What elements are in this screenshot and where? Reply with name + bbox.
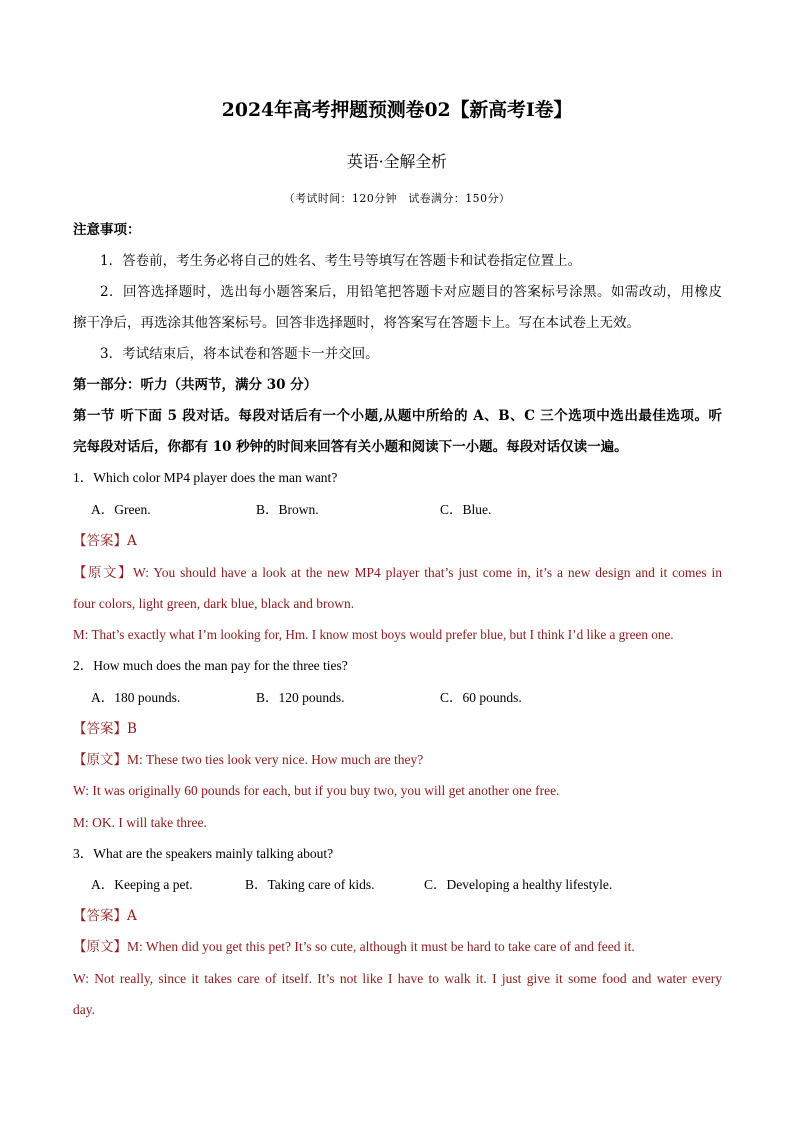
question-1-option-a: A．Green.: [91, 502, 151, 517]
question-3-answer: 【答案】A: [73, 908, 137, 924]
section1-instructions-line2: 完每段对话后，你都有 10 秒钟的时间来回答有关小题和阅读下一小题。每段对话仅读一遍。: [73, 439, 628, 455]
part1-heading: 第一部分：听力（共两节，满分 30 分）: [73, 377, 318, 393]
exam-time-note: （考试时间：120分钟 试卷满分：150分）: [283, 192, 511, 205]
question-2-option-c: C．60 pounds.: [440, 690, 522, 705]
question-1-options: [73, 500, 722, 520]
question-2-options: [73, 688, 722, 708]
section1-instructions-line1: 第一节 听下面 5 段对话。每段对话后有一个小题,从题中所给的 A、B、C 三个选项中选出最佳选项。听: [73, 408, 722, 424]
question-3-options: [73, 875, 722, 895]
note-item-2: 2．回答选择题时，选出每小题答案后，用铅笔把答题卡对应题目的答案标号涂黑。如需改动，用橡皮: [100, 284, 722, 300]
question-3-option-c: C．Developing a healthy lifestyle.: [424, 877, 613, 892]
transcript-text: M: When did you get this pet? It’s so cute, although it must be hard to take care of and feed it.: [127, 939, 635, 954]
question-2-transcript-line2: W: It was originally 60 pounds for each, but if you buy two, you will get another one free.: [73, 783, 560, 798]
question-1-transcript-line2: four colors, light green, dark blue, black and brown.: [73, 596, 355, 611]
subject-subtitle: 英语·全解全析: [346, 152, 447, 171]
question-1-option-c: C．Blue.: [440, 502, 492, 517]
question-1-transcript-line1: [73, 563, 722, 583]
question-2-transcript-line3: M: OK. I will take three.: [73, 815, 207, 830]
question-1-transcript-line3: M: That’s exactly what I’m looking for, Hm. I know most boys would prefer blue, but I think I’d like a green one.: [73, 627, 674, 642]
question-1-answer: 【答案】A: [73, 533, 137, 549]
transcript-label: 【原文】: [73, 752, 127, 767]
note-item-2-cont: 擦干净后，再选涂其他答案标号。回答非选择题时，将答案写在答题卡上。写在本试卷上无效。: [73, 315, 640, 331]
note-item-3: 3．考试结束后，将本试卷和答题卡一并交回。: [100, 346, 379, 362]
question-2-option-b: B．120 pounds.: [256, 690, 345, 705]
question-3-transcript-line1: [73, 937, 635, 957]
question-2-stem: 2．How much does the man pay for the three ties?: [73, 658, 348, 673]
question-2-transcript-line1: [73, 750, 423, 770]
question-3-transcript-line3: day.: [73, 1002, 95, 1017]
question-3-transcript-line2: W: Not really, since it takes care of itself. It’s not like I have to walk it. I just give it some food and water every: [73, 971, 722, 986]
transcript-label: 【原文】: [73, 565, 134, 580]
question-1-stem: 1．Which color MP4 player does the man want?: [73, 470, 338, 485]
transcript-text: W: You should have a look at the new MP4 player that’s just come in, it’s a new design and it comes in: [133, 565, 723, 580]
page-title: 2024年高考押题预测卷02【新高考I卷】: [221, 99, 573, 121]
question-2-answer: 【答案】B: [73, 721, 137, 737]
question-2-option-a: A．180 pounds.: [91, 690, 181, 705]
question-3-option-a: A．Keeping a pet.: [91, 877, 193, 892]
transcript-label: 【原文】: [73, 939, 127, 954]
question-1-option-b: B．Brown.: [256, 502, 319, 517]
transcript-text: M: These two ties look very nice. How much are they?: [127, 752, 424, 767]
note-item-1: 1．答卷前，考生务必将自己的姓名、考生号等填写在答题卡和试卷指定位置上。: [100, 253, 582, 269]
question-3-option-b: B．Taking care of kids.: [245, 877, 375, 892]
question-3-stem: 3．What are the speakers mainly talking about?: [73, 846, 334, 861]
notes-heading: 注意事项：: [73, 222, 141, 238]
